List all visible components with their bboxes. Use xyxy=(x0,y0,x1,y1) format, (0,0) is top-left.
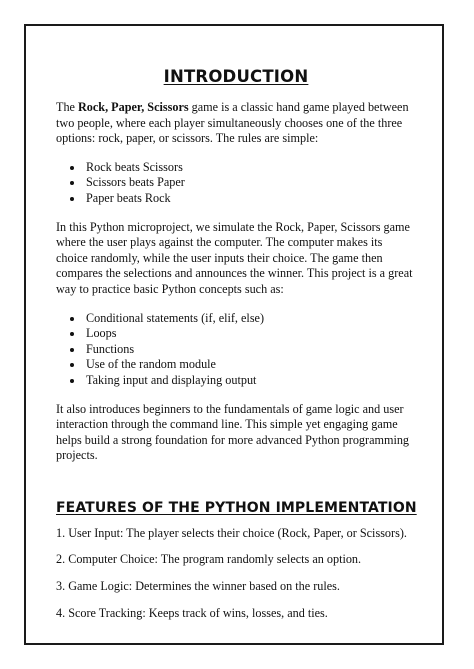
concept-item: • Conditional statements (if, elif, else) xyxy=(84,311,416,327)
rules-list xyxy=(56,160,416,207)
intro-paragraph-1-suffix: game is a classic hand game played between two people, where each player simultaneously chooses one of the three options: rock, paper, or scissors. The rules are simple: xyxy=(56,100,409,146)
feature-item: 1. User Input: The player selects their choice (Rock, Paper, or Scissors). xyxy=(56,525,407,540)
feature-item: 2. Computer Choice: The program randomly selects an option. xyxy=(56,552,362,567)
concepts-list xyxy=(56,311,416,389)
features-heading: FEATURES OF THE PYTHON IMPLEMENTATION xyxy=(56,499,417,516)
game-name-bold: Rock, Paper, Scissors xyxy=(78,100,189,114)
rule-item: • Rock beats Scissors xyxy=(84,160,416,176)
intro-paragraph-1 xyxy=(56,100,416,147)
rule-item: • Paper beats Rock xyxy=(84,191,416,207)
concept-item: • Functions xyxy=(84,342,416,358)
feature-item: 4. Score Tracking: Keeps track of wins, losses, and ties. xyxy=(56,605,328,620)
concept-item: • Use of the random module xyxy=(84,357,416,373)
features-list xyxy=(56,526,416,621)
feature-item: 3. Game Logic: Determines the winner based on the rules. xyxy=(56,579,340,594)
document-body xyxy=(56,58,416,632)
introduction-heading: INTRODUCTION xyxy=(163,67,309,86)
intro-paragraph-2: In this Python microproject, we simulate the Rock, Paper, Scissors game where the user plays against the computer. The computer makes its choice randomly, while the user inputs their choice. The game then compares the selections and announces the winner. This project is a great way to practice basic Python concepts such as: xyxy=(56,219,413,296)
intro-paragraph-1-prefix: The xyxy=(56,100,78,114)
rule-item: • Scissors beats Paper xyxy=(84,175,416,191)
concept-item: • Taking input and displaying output xyxy=(84,373,416,389)
intro-paragraph-3: It also introduces beginners to the fundamentals of game logic and user interaction through the command line. This simple yet engaging game helps build a strong foundation for more advanced Python programming projects. xyxy=(56,401,410,463)
concept-item: • Loops xyxy=(84,326,416,342)
